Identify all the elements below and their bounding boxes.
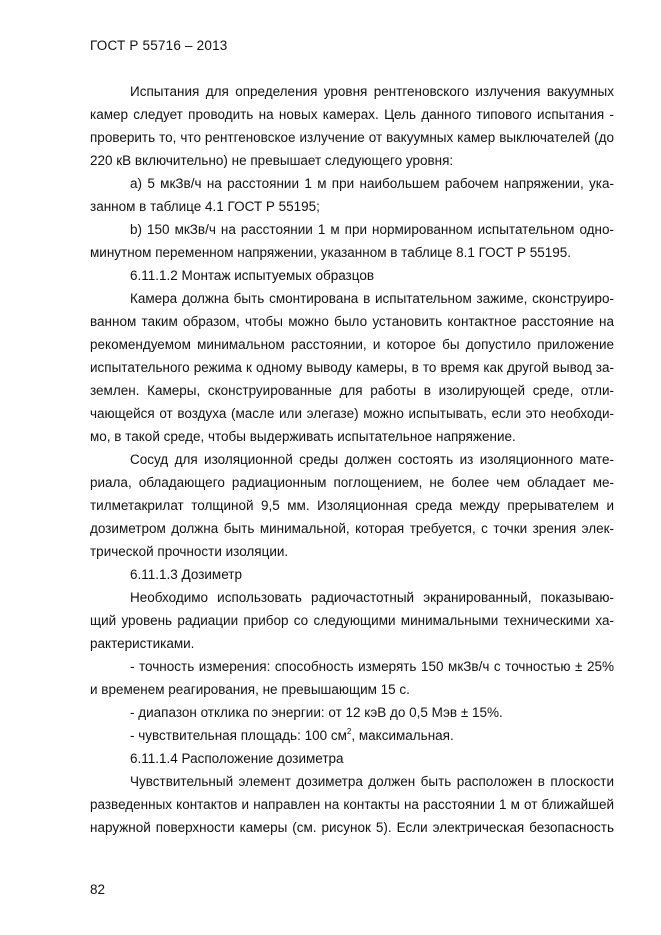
list-item-line: - точность измерения: способность измерять 150 мкЗв/ч с точностью ± 25% xyxy=(130,659,614,674)
paragraph-line: землен. Камеры, сконструированные для работы в изолирующей среде, отли- xyxy=(90,383,614,398)
list-item-text: , максимальная. xyxy=(351,728,454,743)
list-item-line: минутном переменном напряжении, указанном в таблице 8.1 ГОСТ Р 55195. xyxy=(90,245,572,260)
paragraph-line: Камера должна быть смонтирована в испытательном зажиме, сконструиро- xyxy=(130,291,614,306)
paragraph-line: Испытания для определения уровня рентгеновского излучения вакуумных xyxy=(130,84,614,99)
section-heading: 6.11.1.4 Расположение дозиметра xyxy=(130,751,344,766)
list-item-line: а) 5 мкЗв/ч на расстоянии 1 м при наибольшем рабочем напряжении, ука- xyxy=(130,176,614,191)
list-item-line: b) 150 мкЗв/ч на расстоянии 1 м при нормированном испытательном одно- xyxy=(130,222,614,237)
paragraph-line: риала, обладающего радиационным поглощением, не более чем обладает ме- xyxy=(90,475,614,490)
paragraph-line: камер следует проводить на новых камерах. Цель данного типового испытания - xyxy=(90,107,614,122)
list-item-line: занном в таблице 4.1 ГОСТ Р 55195; xyxy=(90,199,320,214)
paragraph-line: трической прочности изоляции. xyxy=(90,544,289,559)
paragraph-line: наружной поверхности камеры (см. рисунок 5). Если электрическая безопасность xyxy=(90,820,614,835)
paragraph-line: чающейся от воздуха (масле или элегазе) можно испытывать, если это необходи- xyxy=(90,406,614,421)
paragraph-line: ванном таким образом, чтобы можно было установить контактное расстояние на xyxy=(90,314,614,329)
paragraph-line: Необходимо использовать радиочастотный экранированный, показываю- xyxy=(130,590,614,605)
paragraph-line: разведенных контактов и направлен на контакты на расстоянии 1 м от ближайшей xyxy=(90,797,614,812)
paragraph-line: 220 кВ включительно) не превышает следующего уровня: xyxy=(90,153,454,168)
paragraph-line: мо, в такой среде, чтобы выдерживать испытательное напряжение. xyxy=(90,429,516,444)
paragraph-line: Сосуд для изоляционной среды должен состоять из изоляционного мате- xyxy=(130,452,614,467)
paragraph-line: проверить то, что рентгеновское излучение от вакуумных камер выключателей (до xyxy=(90,130,614,145)
section-heading: 6.11.1.3 Дозиметр xyxy=(130,567,242,582)
page-number: 82 xyxy=(90,882,106,897)
paragraph-line: щий уровень радиации прибор со следующими минимальными техническими ха- xyxy=(90,613,614,628)
list-item-line: - диапазон отклика по энергии: от 12 кэВ до 0,5 Мэв ± 15%. xyxy=(130,705,503,720)
paragraph-line: дозиметром должна быть минимальной, которая требуется, с точки зрения элек- xyxy=(90,521,614,536)
section-heading: 6.11.1.2 Монтаж испытуемых образцов xyxy=(130,268,375,283)
superscript: 2 xyxy=(346,726,352,736)
document-header: ГОСТ Р 55716 – 2013 xyxy=(90,38,228,53)
list-item-line: и временем реагирования, не превышающим 15 с. xyxy=(90,682,410,697)
list-item-line xyxy=(130,728,614,744)
list-item-text: - чувствительная площадь: 100 см xyxy=(130,728,347,743)
paragraph-line: рекомендуемом минимальном расстоянии, и которое бы допустило приложение xyxy=(90,337,614,352)
paragraph-line: тилметакрилат толщиной 9,5 мм. Изоляционная среда между прерывателем и xyxy=(90,498,614,513)
paragraph-line: испытательного режима к одному выводу камеры, в то время как другой вывод за- xyxy=(90,360,614,375)
paragraph-line: рактеристиками. xyxy=(90,636,195,651)
paragraph-line: Чувствительный элемент дозиметра должен быть расположен в плоскости xyxy=(130,774,614,789)
